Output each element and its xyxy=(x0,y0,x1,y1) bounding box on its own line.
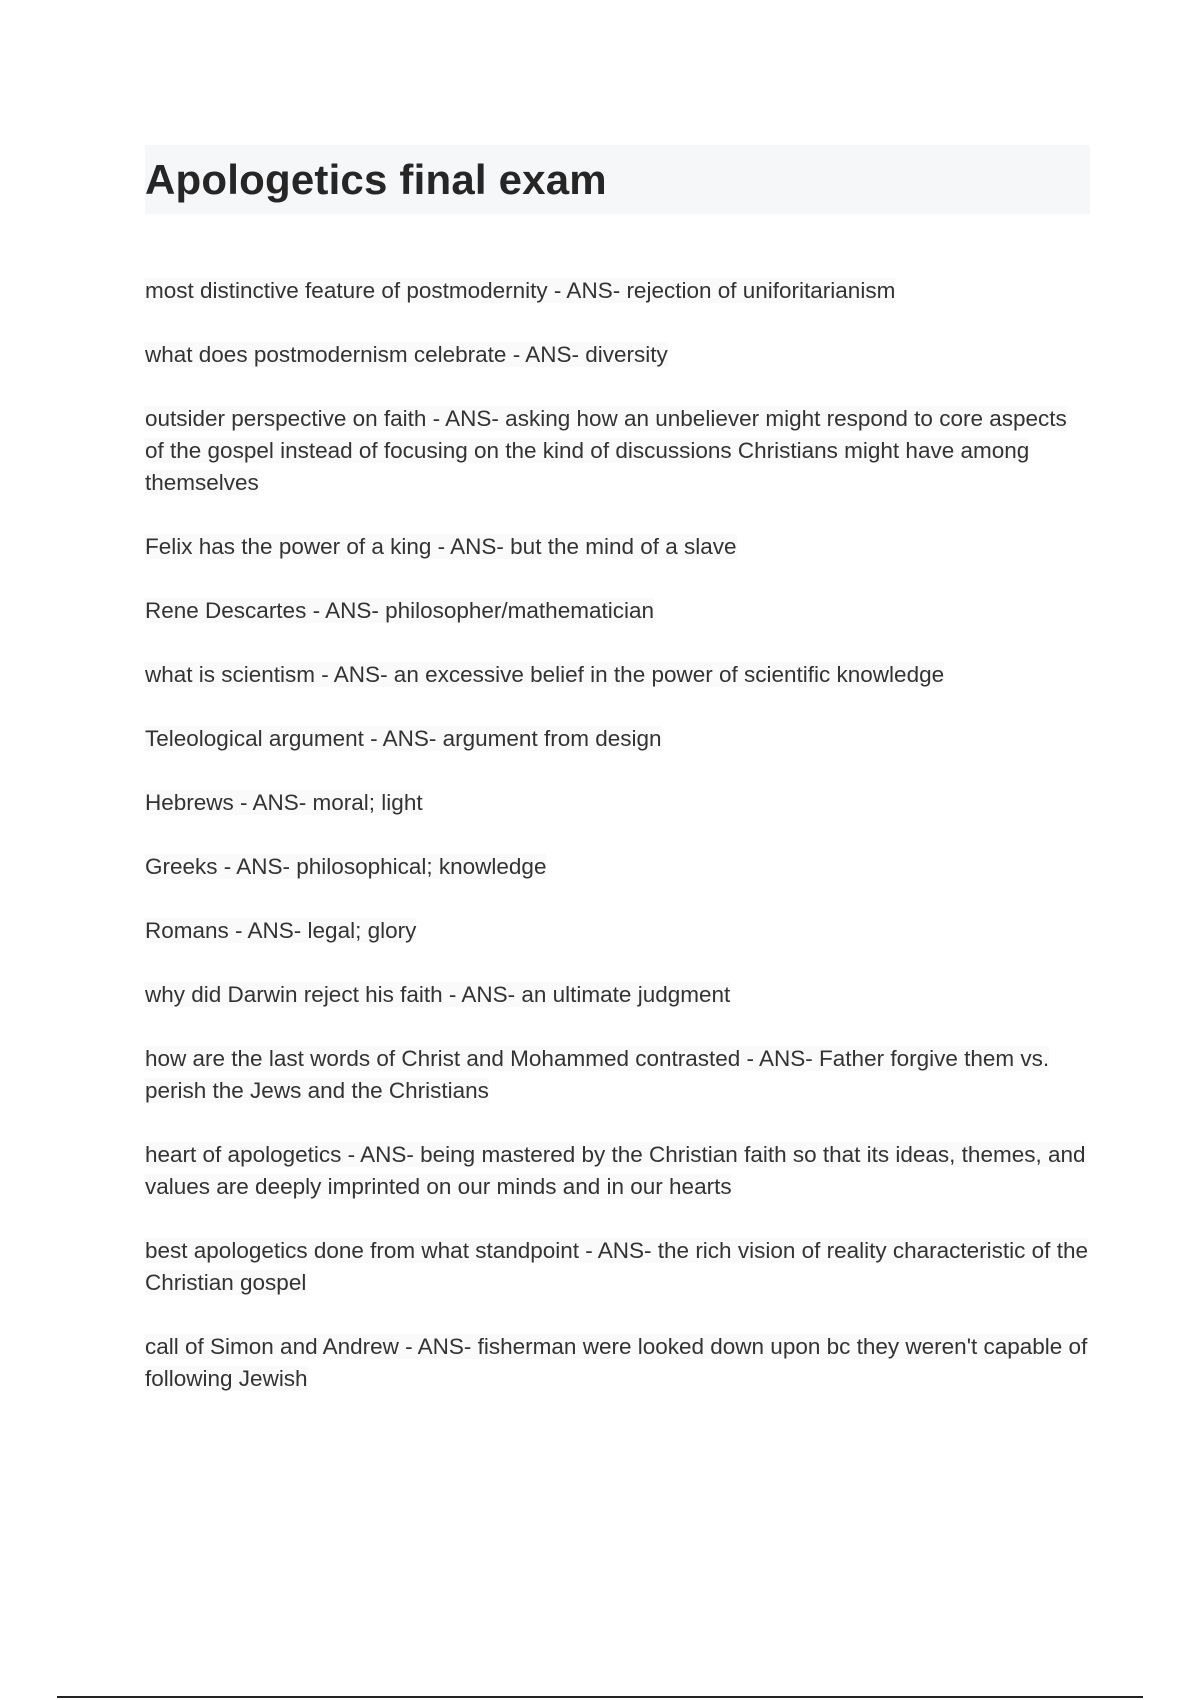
qa-item-text: best apologetics done from what standpoint - ANS- the rich vision of reality characteristic of the Christian gospel xyxy=(145,1238,1088,1295)
qa-item xyxy=(145,787,1090,819)
qa-item xyxy=(145,403,1090,499)
qa-item-text: what is scientism - ANS- an excessive belief in the power of scientific knowledge xyxy=(145,662,945,687)
qa-item xyxy=(145,1139,1090,1203)
qa-item xyxy=(145,1043,1090,1107)
qa-item xyxy=(145,979,1090,1011)
qa-item xyxy=(145,339,1090,371)
qa-item-text: how are the last words of Christ and Mohammed contrasted - ANS- Father forgive them vs. perish the Jews and the Christians xyxy=(145,1046,1050,1103)
qa-item xyxy=(145,915,1090,947)
qa-item-text: Rene Descartes - ANS- philosopher/mathematician xyxy=(145,598,654,623)
qa-item-text: Greeks - ANS- philosophical; knowledge xyxy=(145,854,547,879)
title-banner xyxy=(145,145,1090,214)
qa-item-text: call of Simon and Andrew - ANS- fisherman were looked down upon bc they weren't capable of following Jewish xyxy=(145,1334,1088,1391)
qa-list xyxy=(145,275,1090,1427)
qa-item-text: Hebrews - ANS- moral; light xyxy=(145,790,423,815)
page-title: Apologetics final exam xyxy=(145,156,607,203)
qa-item xyxy=(145,1331,1090,1395)
qa-item-text: Felix has the power of a king - ANS- but the mind of a slave xyxy=(145,534,737,559)
qa-item-text: Romans - ANS- legal; glory xyxy=(145,918,417,943)
qa-item xyxy=(145,851,1090,883)
qa-item-text: outsider perspective on faith - ANS- asking how an unbeliever might respond to core aspects of the gospel instead of focusing on the kind of discussions Christians might have among themselves xyxy=(145,406,1067,495)
qa-item-text: what does postmodernism celebrate - ANS- diversity xyxy=(145,342,668,367)
qa-item-text: Teleological argument - ANS- argument from design xyxy=(145,726,662,751)
qa-item xyxy=(145,531,1090,563)
qa-item xyxy=(145,723,1090,755)
qa-item-text: most distinctive feature of postmodernity - ANS- rejection of uniforitarianism xyxy=(145,278,896,303)
qa-item-text: heart of apologetics - ANS- being mastered by the Christian faith so that its ideas, themes, and values are deeply imprinted on our minds and in our hearts xyxy=(145,1142,1086,1199)
qa-item-text: why did Darwin reject his faith - ANS- an ultimate judgment xyxy=(145,982,731,1007)
qa-item xyxy=(145,659,1090,691)
qa-item xyxy=(145,275,1090,307)
qa-item xyxy=(145,1235,1090,1299)
footer-divider xyxy=(57,1696,1143,1698)
qa-item xyxy=(145,595,1090,627)
